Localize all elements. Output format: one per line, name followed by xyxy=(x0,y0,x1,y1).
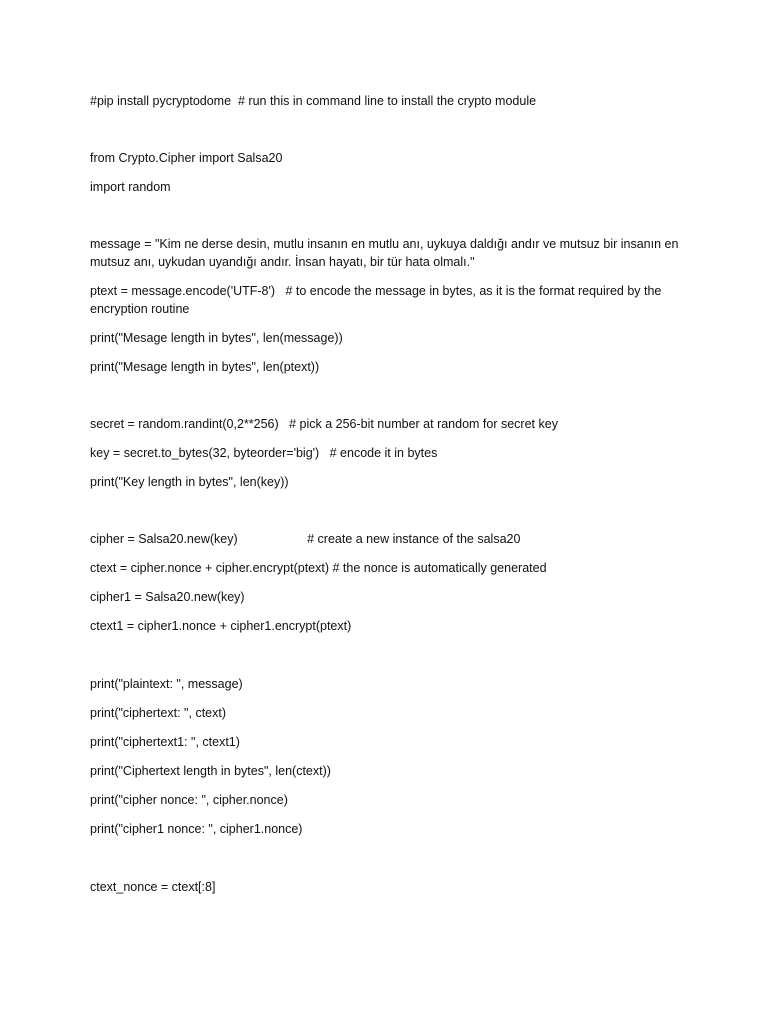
key-to-bytes-line: key = secret.to_bytes(32, byteorder='big') # encode it in bytes xyxy=(90,446,438,460)
print-ptext-length-line: print("Mesage length in bytes", len(ptext)) xyxy=(90,360,320,374)
ctext-encrypt-line: ctext = cipher.nonce + cipher.encrypt(ptext) # the nonce is automatically generated xyxy=(90,561,547,575)
import-salsa20-line: from Crypto.Cipher import Salsa20 xyxy=(90,151,283,165)
print-message-length-line: print("Mesage length in bytes", len(message)) xyxy=(90,331,343,345)
secret-randint-line: secret = random.randint(0,2**256) # pick a 256-bit number at random for secret key xyxy=(90,417,558,431)
blank-line xyxy=(90,646,690,675)
print-ciphertext-line: print("ciphertext: ", ctext) xyxy=(90,706,226,720)
blank-line xyxy=(90,849,690,878)
print-cipher-nonce-line: print("cipher nonce: ", cipher.nonce) xyxy=(90,793,288,807)
blank-line xyxy=(90,121,690,149)
print-plaintext-line: print("plaintext: ", message) xyxy=(90,677,243,691)
print-cipher1-nonce-line: print("cipher1 nonce: ", cipher1.nonce) xyxy=(90,822,303,836)
cipher1-new-line: cipher1 = Salsa20.new(key) xyxy=(90,590,245,604)
blank-line xyxy=(90,207,690,235)
blank-line xyxy=(90,502,690,530)
import-random-line: import random xyxy=(90,180,171,194)
print-key-length-line: print("Key length in bytes", len(key)) xyxy=(90,475,289,489)
pip-install-line: #pip install pycryptodome # run this in command line to install the crypto module xyxy=(90,94,537,108)
ctext1-encrypt-line: ctext1 = cipher1.nonce + cipher1.encrypt(ptext) xyxy=(90,619,352,633)
ptext-encode-line: ptext = message.encode('UTF-8') # to encode the message in bytes, as it is the format required by the encryption routine xyxy=(90,284,665,316)
message-assignment-line: message = "Kim ne derse desin, mutlu insanın en mutlu anı, uykuya daldığı andır ve mutsuz bir insanın en mutsuz anı, uykudan uyandığı andır. İnsan hayatı, bir tür hata olmalı." xyxy=(90,237,682,269)
cipher-new-line: cipher = Salsa20.new(key) # create a new instance of the salsa20 xyxy=(90,532,521,546)
print-ciphertext-length-line: print("Ciphertext length in bytes", len(ctext)) xyxy=(90,764,331,778)
ctext-nonce-slice-line: ctext_nonce = ctext[:8] xyxy=(90,880,216,894)
code-document xyxy=(90,92,690,907)
print-ciphertext1-line: print("ciphertext1: ", ctext1) xyxy=(90,735,240,749)
blank-line xyxy=(90,387,690,415)
